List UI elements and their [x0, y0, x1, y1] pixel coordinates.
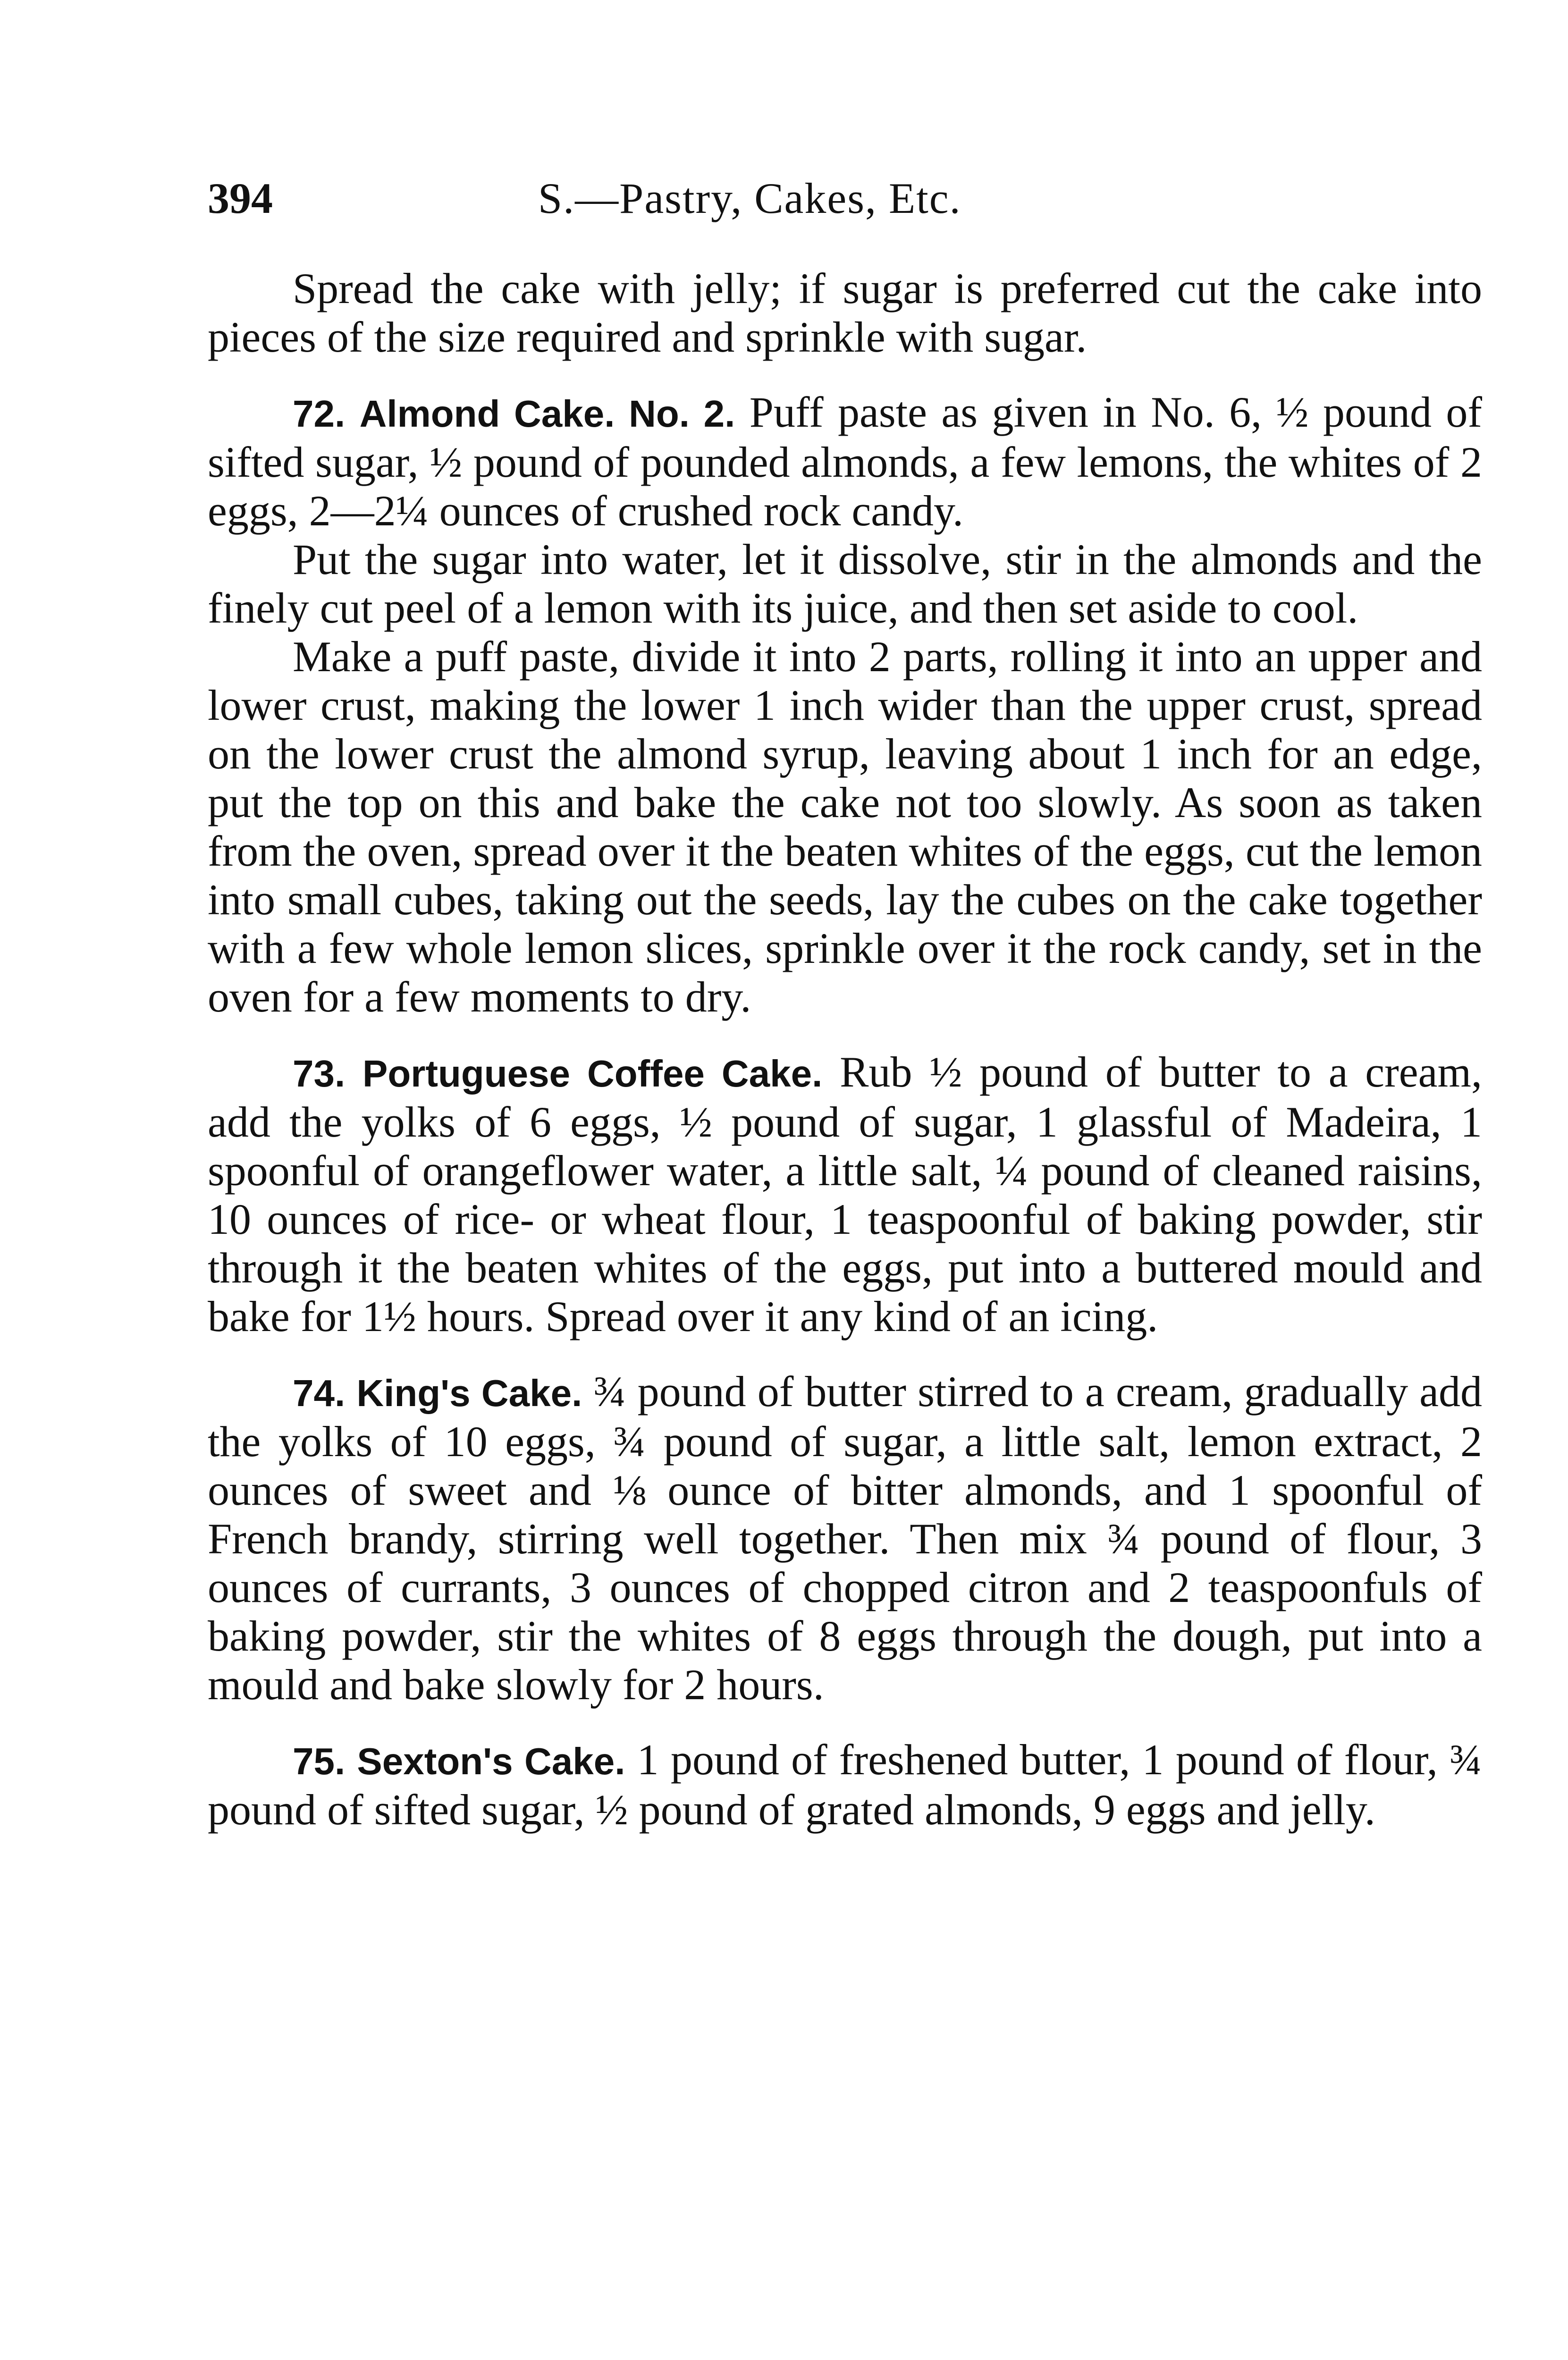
page-header [208, 170, 1482, 227]
recipe-text: Puff paste as given in No. 6, ½ pound of sifted sugar, ½ pound of pounded almonds, a few lemons, the whites of 2 eggs, 2—2¼ ounces of crushed rock candy. [208, 388, 1483, 535]
recipe-text: 1 pound of freshened butter, 1 pound of flour, ¾ pound of sifted sugar, ½ pound of grated almonds, 9 eggs and jelly. [208, 1736, 1483, 1834]
recipe-73 [208, 1048, 1482, 1341]
recipe-72-paragraph-2: Put the sugar into water, let it dissolve, stir in the almonds and the finely cut peel of a lemon with its juice, and then set aside to cool. [208, 535, 1482, 632]
continued-paragraph: Spread the cake with jelly; if sugar is preferred cut the cake into pieces of the size required and sprinkle with sugar. [208, 264, 1482, 361]
recipe-title: Sexton's Cake. [357, 1740, 625, 1782]
recipe-number: 75. [293, 1740, 346, 1782]
recipe-title: Portuguese Coffee Cake. [362, 1053, 823, 1095]
recipe-title: Almond Cake. No. 2. [359, 393, 735, 435]
recipe-text: ¾ pound of butter stirred to a cream, gradually add the yolks of 10 eggs, ¾ pound of sugar, a little salt, lemon extract, 2 ounces of sweet and ⅛ ounce of bitter almonds, and 1 spoonful of French brandy, stirring well together. Then mix ¾ pound of flour, 3 ounces of currants, 3 ounces of chopped citron and 2 teaspoonfuls of baking powder, stir the whites of 8 eggs through the dough, put into a mould and bake slowly for 2 hours. [208, 1367, 1483, 1709]
recipe-72-paragraph-3: Make a puff paste, divide it into 2 parts, rolling it into an upper and lower crust, making the lower 1 inch wider than the upper crust, spread on the lower crust the almond syrup, leaving about 1 inch for an edge, put the top on this and bake the cake not too slowly. As soon as taken from the oven, spread over it the beaten whites of the eggs, cut the lemon into small cubes, taking out the seeds, lay the cubes on the cake together with a few whole lemon slices, sprinkle over it the rock candy, set in the oven for a few moments to dry. [208, 632, 1482, 1021]
recipe-number: 73. [293, 1053, 346, 1095]
recipe-75 [208, 1736, 1482, 1834]
recipe-number: 74. [293, 1372, 346, 1414]
page-number: 394 [208, 174, 273, 222]
recipe-74 [208, 1367, 1482, 1709]
running-head: S.—Pastry, Cakes, Etc. [538, 174, 961, 222]
recipe-text: Rub ½ pound of butter to a cream, add the yolks of 6 eggs, ½ pound of sugar, 1 glassful of Madeira, 1 spoonful of orangeflower water, a little salt, ¼ pound of cleaned raisins, 10 ounces of rice- or wheat flour, 1 teaspoonful of baking powder, stir through it the beaten whites of the eggs, put into a buttered mould and bake for 1½ hours. Spread over it any kind of an icing. [208, 1048, 1483, 1340]
page-body [208, 264, 1482, 1834]
recipe-72 [208, 388, 1482, 535]
recipe-title: King's Cake. [356, 1372, 582, 1414]
recipe-number: 72. [293, 393, 346, 435]
